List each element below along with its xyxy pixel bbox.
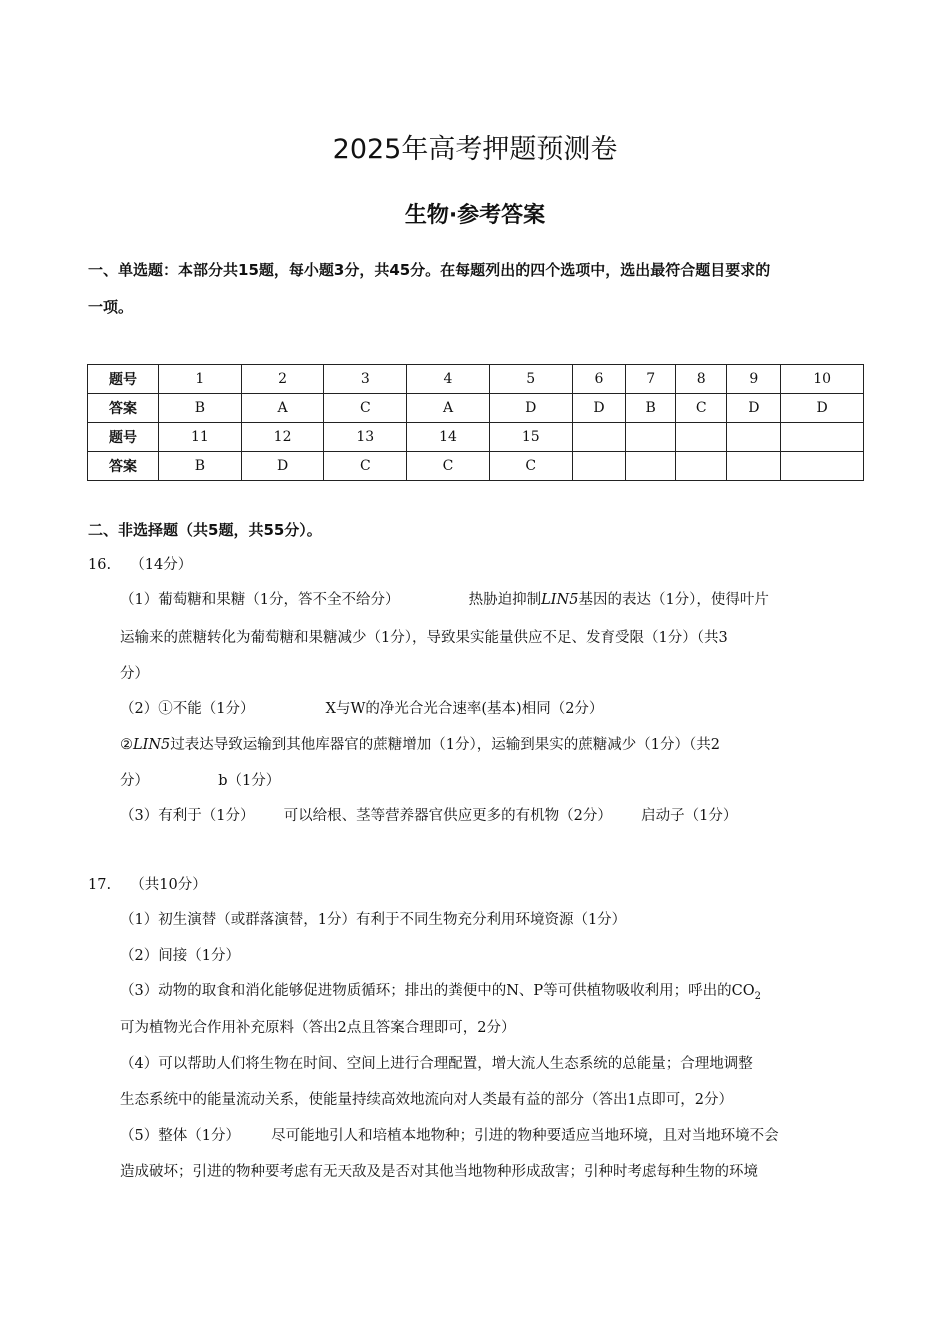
question-number: 14	[407, 423, 490, 452]
q16-part3-line	[120, 806, 737, 826]
gene-name: LIN5	[133, 737, 171, 753]
q17-part5-answer-b: 尽可能地引人和培植本地物种；引进的物种要适应当地环境，且对当地环境不会	[271, 1128, 779, 1144]
q17-part2-line: （2）间接（1分）	[120, 948, 240, 964]
question-number: 15	[489, 423, 572, 452]
answer-cell: B	[159, 452, 242, 481]
answer-cell	[572, 452, 626, 481]
table-row	[88, 452, 864, 481]
question-number: 12	[241, 423, 324, 452]
answer-cell	[626, 452, 676, 481]
answer-cell: C	[324, 394, 407, 423]
q17-part5-answer-a: （5）整体（1分）	[120, 1128, 240, 1144]
q17-part5-line2: 造成破坏；引进的物种要考虑有无天敌及是否对其他当地物种形成敌害；引种时考虑每种生物的环境	[120, 1164, 758, 1180]
q16-points: （14分）	[130, 557, 193, 573]
q16-part2-line1	[120, 699, 603, 719]
answer-cell: A	[241, 394, 324, 423]
q16-part2-line2	[120, 735, 720, 755]
q17-part1-line: （1）初生演替（或群落演替，1分）有利于不同生物充分利用环境资源（1分）	[120, 912, 627, 928]
answer-cell: D	[241, 452, 324, 481]
table-row	[88, 423, 864, 452]
question-number	[572, 423, 626, 452]
answer-table	[87, 364, 864, 481]
q17-points: （共10分）	[130, 877, 207, 893]
row-label-question: 题号	[88, 365, 159, 394]
row-label-question: 题号	[88, 423, 159, 452]
answer-cell: B	[626, 394, 676, 423]
question-number: 7	[626, 365, 676, 394]
answer-cell: D	[572, 394, 626, 423]
q17-number: 17.	[88, 877, 112, 893]
question-number	[781, 423, 864, 452]
answer-cell: A	[407, 394, 490, 423]
q17-part3-text: （3）动物的取食和消化能够促进物质循环；排出的粪便中的N、P等可供植物吸收利用；呼出的CO	[120, 983, 755, 999]
q17-part4-line2: 生态系统中的能量流动关系，使能量持续高效地流向对人类最有益的部分（答出1点即可，2分）	[120, 1092, 733, 1108]
q16-part2-answer-e: b（1分）	[218, 773, 281, 789]
gene-name: LIN5	[541, 592, 579, 608]
q16-number: 16.	[88, 557, 112, 573]
subscript: 2	[754, 990, 762, 1002]
q16-header	[88, 555, 192, 575]
question-number	[675, 423, 726, 452]
answer-cell: D	[727, 394, 781, 423]
row-label-answer: 答案	[88, 452, 159, 481]
q16-part2-marker: ②	[120, 737, 133, 753]
question-number: 11	[159, 423, 242, 452]
answer-cell	[675, 452, 726, 481]
q17-part4-line1: （4）可以帮助人们将生物在时间、空间上进行合理配置，增大流人生态系统的总能量；合理地调整	[120, 1056, 753, 1072]
section1-heading-line1: 一、单选题：本部分共15题，每小题3分，共45分。在每题列出的四个选项中，选出最符合题目要求的	[88, 261, 771, 279]
q16-part2-answer-d: 分）	[120, 773, 149, 789]
question-number: 2	[241, 365, 324, 394]
question-number: 1	[159, 365, 242, 394]
question-number: 4	[407, 365, 490, 394]
q16-part1-answer-a: （1）葡萄糖和果糖（1分，答不全不给分）	[120, 592, 400, 608]
question-number: 6	[572, 365, 626, 394]
question-number: 3	[324, 365, 407, 394]
q16-part3-answer-a: （3）有利于（1分）	[120, 808, 255, 824]
question-number: 9	[727, 365, 781, 394]
answer-cell: C	[324, 452, 407, 481]
q16-part1-line3: 分）	[120, 666, 149, 682]
answer-cell: C	[675, 394, 726, 423]
question-number: 5	[489, 365, 572, 394]
q16-part2-answer-a: （2）①不能（1分）	[120, 701, 255, 717]
page-title: 2025年高考押题预测卷	[332, 134, 618, 165]
answer-cell: D	[489, 394, 572, 423]
table-row	[88, 394, 864, 423]
q16-part2-line3	[120, 771, 280, 791]
page-subtitle: 生物·参考答案	[404, 203, 546, 228]
q17-part3-line2: 可为植物光合作用补充原料（答出2点且答案合理即可，2分）	[120, 1020, 516, 1036]
question-number	[626, 423, 676, 452]
q17-header	[88, 875, 207, 895]
answer-cell	[727, 452, 781, 481]
question-number: 10	[781, 365, 864, 394]
q16-part3-answer-c: 启动子（1分）	[641, 808, 738, 824]
q16-part1-line1	[120, 590, 769, 610]
question-number	[727, 423, 781, 452]
section1-heading-line2: 一项。	[88, 298, 134, 316]
q16-part1-answer-b-post: 基因的表达（1分），使得叶片	[578, 592, 769, 608]
section2-heading: 二、非选择题（共5题，共55分）。	[88, 521, 322, 539]
question-number: 13	[324, 423, 407, 452]
answer-cell: B	[159, 394, 242, 423]
q16-part1-line2: 运输来的蔗糖转化为葡萄糖和果糖减少（1分），导致果实能量供应不足、发育受限（1分）（共3	[120, 630, 728, 646]
q17-part3-line1	[120, 981, 761, 1007]
row-label-answer: 答案	[88, 394, 159, 423]
q16-part2-answer-b: X与W的净光合光合速率(基本)相同（2分）	[325, 701, 604, 717]
q16-part3-answer-b: 可以给根、茎等营养器官供应更多的有机物（2分）	[283, 808, 612, 824]
answer-cell: C	[407, 452, 490, 481]
question-number: 8	[675, 365, 726, 394]
answer-cell: C	[489, 452, 572, 481]
answer-cell	[781, 452, 864, 481]
q17-part5-line1	[120, 1126, 779, 1146]
table-row	[88, 365, 864, 394]
q16-part1-answer-b-pre: 热胁迫抑制	[468, 592, 542, 608]
answer-cell: D	[781, 394, 864, 423]
q16-part2-answer-c: 过表达导致运输到其他库器官的蔗糖增加（1分），运输到果实的蔗糖减少（1分）（共2	[170, 737, 720, 753]
